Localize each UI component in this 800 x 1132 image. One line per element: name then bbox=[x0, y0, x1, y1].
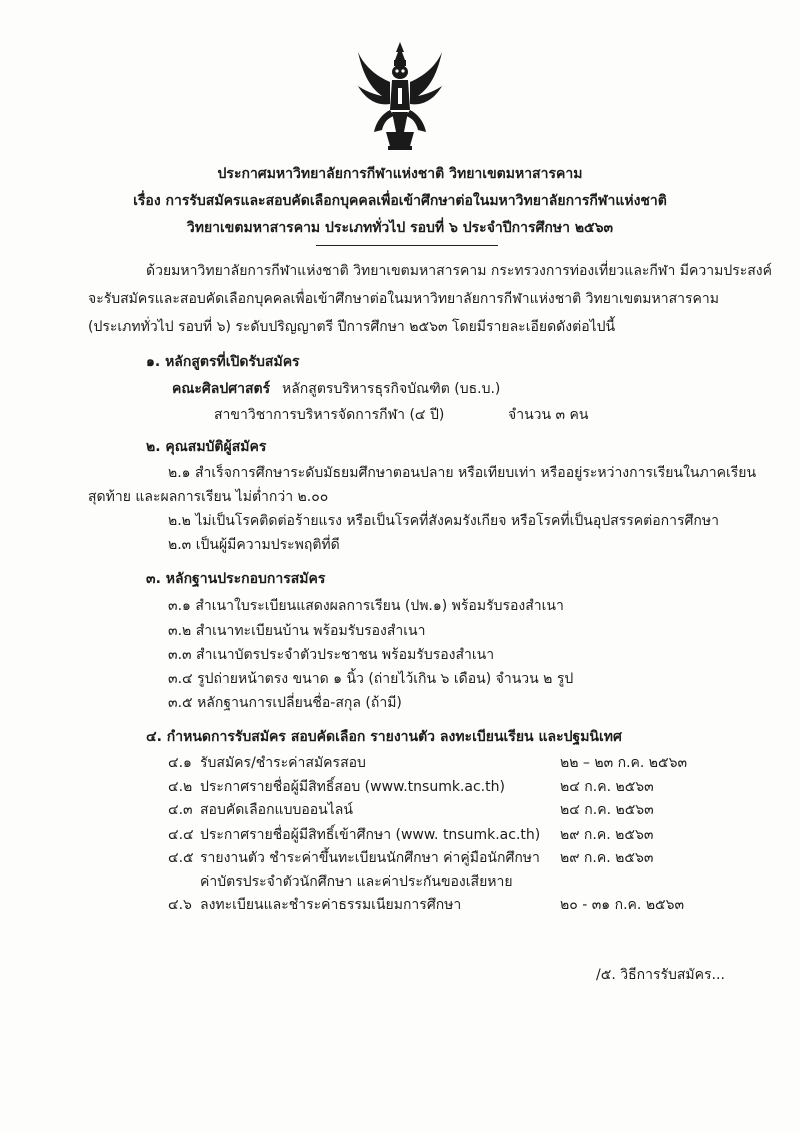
faculty-name: คณะศิลปศาสตร์ bbox=[172, 381, 271, 397]
schedule-number: ๔.๕ bbox=[168, 850, 194, 866]
schedule-date: ๒๔ ก.ค. ๒๕๖๓ bbox=[560, 802, 654, 818]
announcement-subject: เรื่อง การรับสมัครและสอบคัดเลือกบุคคลเพื่อเข้าศึกษาต่อในมหาวิทยาลัยการกีฬาแห่งชาติ bbox=[133, 193, 667, 209]
header-divider bbox=[316, 245, 498, 246]
schedule-number: ๔.๖ bbox=[168, 897, 192, 913]
document-item: ๓.๑ สำเนาใบระเบียนแสดงผลการเรียน (ปพ.๑) พร้อมรับรองสำเนา bbox=[168, 598, 564, 614]
major-name: สาขาวิชาการบริหารจัดการกีฬา (๔ ปี) bbox=[214, 407, 445, 423]
schedule-date: ๒๒ – ๒๓ ก.ค. ๒๕๖๓ bbox=[560, 755, 688, 771]
quota-count: จำนวน ๓ คน bbox=[508, 407, 589, 423]
schedule-number: ๔.๑ bbox=[168, 755, 192, 771]
schedule-date: ๒๐ - ๓๑ ก.ค. ๒๕๖๓ bbox=[560, 897, 685, 913]
schedule-activity: รับสมัคร/ชำระค่าสมัครสอบ bbox=[200, 755, 366, 771]
section-2-heading: ๒. คุณสมบัติผู้สมัคร bbox=[146, 439, 267, 455]
schedule-date: ๒๔ ก.ค. ๒๕๖๓ bbox=[560, 779, 654, 795]
schedule-activity: ประกาศรายชื่อผู้มีสิทธิ์เข้าศึกษา (www. tnsumk.ac.th) bbox=[200, 827, 541, 843]
section-3-heading: ๓. หลักฐานประกอบการสมัคร bbox=[146, 571, 326, 587]
document-item: ๓.๓ สำเนาบัตรประจำตัวประชาชน พร้อมรับรองสำเนา bbox=[168, 647, 495, 663]
garuda-emblem-icon bbox=[352, 40, 448, 152]
announcement-subject-line2: วิทยาเขตมหาสารคาม ประเภททั่วไป รอบที่ ๖ ประจำปีการศึกษา ๒๕๖๓ bbox=[186, 220, 614, 236]
schedule-activity: รายงานตัว ชำระค่าขึ้นทะเบียนนักศึกษา ค่าคู่มือนักศึกษา bbox=[200, 850, 540, 866]
schedule-date: ๒๙ ก.ค. ๒๕๖๓ bbox=[560, 827, 654, 843]
intro-line-1: ด้วยมหาวิทยาลัยการกีฬาแห่งชาติ วิทยาเขตมหาสารคาม กระทรวงการท่องเที่ยวและกีฬา มีความประสงค์ bbox=[146, 263, 772, 279]
document-item: ๓.๒ สำเนาทะเบียนบ้าน พร้อมรับรองสำเนา bbox=[168, 623, 426, 639]
qualification-3: ๒.๓ เป็นผู้มีความประพฤติที่ดี bbox=[168, 537, 340, 553]
document-item: ๓.๕ หลักฐานการเปลี่ยนชื่อ-สกุล (ถ้ามี) bbox=[168, 695, 402, 711]
schedule-activity: สอบคัดเลือกแบบออนไลน์ bbox=[200, 802, 353, 818]
document-item: ๓.๔ รูปถ่ายหน้าตรง ขนาด ๑ นิ้ว (ถ่ายไว้เกิน ๖ เดือน) จำนวน ๒ รูป bbox=[168, 671, 574, 687]
schedule-activity: ลงทะเบียนและชำระค่าธรรมเนียมการศึกษา bbox=[200, 897, 462, 913]
schedule-date: ๒๙ ก.ค. ๒๕๖๓ bbox=[560, 850, 654, 866]
continued-on-next-page: /๕. วิธีการรับสมัคร... bbox=[596, 967, 725, 983]
qualification-1-line-2: สุดท้าย และผลการเรียน ไม่ต่ำกว่า ๒.๐๐ bbox=[88, 489, 329, 505]
schedule-number: ๔.๒ bbox=[168, 779, 193, 795]
schedule-number: ๔.๔ bbox=[168, 827, 194, 843]
announcement-title: ประกาศมหาวิทยาลัยการกีฬาแห่งชาติ วิทยาเขตมหาสารคาม bbox=[217, 166, 583, 182]
qualification-1-line-1: ๒.๑ สำเร็จการศึกษาระดับมัธยมศึกษาตอนปลาย หรือเทียบเท่า หรืออยู่ระหว่างการเรียนในภาคเรียน bbox=[168, 465, 757, 481]
section-4-heading: ๔. กำหนดการรับสมัคร สอบคัดเลือก รายงานตัว ลงทะเบียนเรียน และปฐมนิเทศ bbox=[146, 729, 622, 745]
schedule-number: ๔.๓ bbox=[168, 802, 193, 818]
qualification-2: ๒.๒ ไม่เป็นโรคติดต่อร้ายแรง หรือเป็นโรคที่สังคมรังเกียจ หรือโรคที่เป็นอุปสรรคต่อการศึกษา bbox=[168, 513, 719, 529]
intro-line-2: จะรับสมัครและสอบคัดเลือกบุคคลเพื่อเข้าศึกษาต่อในมหาวิทยาลัยการกีฬาแห่งชาติ วิทยาเขตมหาสารคาม bbox=[88, 291, 719, 307]
schedule-activity: ค่าบัตรประจำตัวนักศึกษา และค่าประกันของเสียหาย bbox=[200, 874, 513, 890]
schedule-activity: ประกาศรายชื่อผู้มีสิทธิ์สอบ (www.tnsumk.ac.th) bbox=[200, 779, 505, 795]
program-name: หลักสูตรบริหารธุรกิจบัณฑิต (บธ.บ.) bbox=[282, 381, 501, 397]
section-1-heading: ๑. หลักสูตรที่เปิดรับสมัคร bbox=[146, 354, 300, 370]
intro-line-3: (ประเภททั่วไป รอบที่ ๖) ระดับปริญญาตรี ปีการศึกษา ๒๕๖๓ โดยมีรายละเอียดดังต่อไปนี้ bbox=[88, 319, 616, 335]
